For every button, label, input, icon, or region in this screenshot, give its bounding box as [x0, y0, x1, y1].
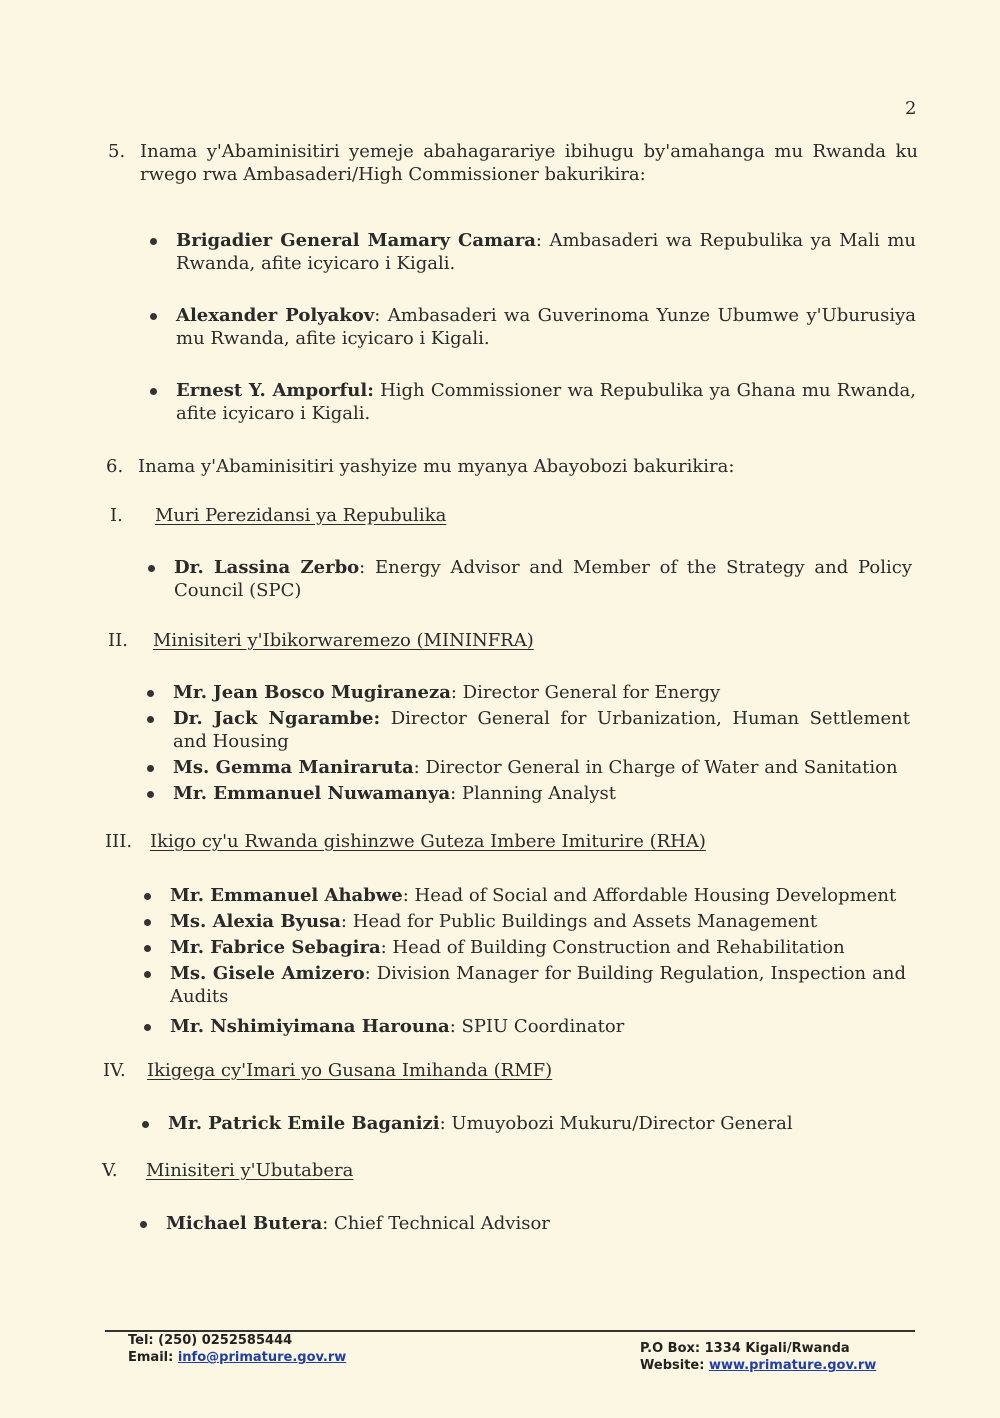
footer-website — [640, 1357, 876, 1374]
bullet-icon — [148, 565, 155, 572]
list-item — [150, 304, 916, 350]
person-name: Ernest Y. Amporful: — [176, 380, 374, 401]
section-title: Ikigo cy'u Rwanda gishinzwe Guteza Imbere Imiturire (RHA) — [150, 831, 706, 852]
bullet-icon — [147, 765, 154, 772]
tel-value: (250) 0252585444 — [158, 1333, 293, 1348]
website-label: Website: — [640, 1358, 705, 1373]
bullet-icon — [150, 313, 157, 320]
section-numeral: I. — [110, 505, 123, 526]
person-name: Ms. Alexia Byusa — [170, 911, 341, 932]
section-1-list — [148, 556, 912, 602]
person-role: : Head for Public Buildings and Assets Management — [340, 911, 818, 932]
person-role: : SPIU Coordinator — [449, 1016, 625, 1037]
person-role: : Energy Advisor and Member of the Strategy and Policy Council (SPC) — [174, 557, 912, 601]
email-link[interactable]: info@primature.gov.rw — [177, 1350, 347, 1365]
page-number: 2 — [905, 98, 917, 119]
person-name: Alexander Polyakov — [176, 305, 375, 326]
section-title: Ikigega cy'Imari yo Gusana Imihanda (RMF) — [147, 1060, 553, 1081]
person-role: High Commissioner wa Repubulika ya Ghana mu Rwanda, afite icyicaro i Kigali. — [176, 380, 917, 424]
person-name: Dr. Jack Ngarambe: — [173, 708, 381, 729]
list-item — [147, 707, 910, 753]
footer-contact — [128, 1332, 346, 1366]
person-name: Brigadier General Mamary Camara — [176, 230, 536, 251]
bullet-icon — [144, 919, 151, 926]
item-text: Inama y'Abaminisitiri yashyize mu myanya Abayobozi bakurikira: — [138, 456, 735, 477]
list-item — [150, 229, 916, 275]
person-name: Ms. Gisele Amizero — [170, 963, 365, 984]
bullet-icon — [144, 893, 151, 900]
bullet-icon — [144, 945, 151, 952]
list-item — [144, 962, 906, 1008]
section-4-list — [142, 1112, 904, 1135]
person-name: Dr. Lassina Zerbo — [174, 557, 360, 578]
list-item — [144, 884, 906, 907]
list-item — [148, 556, 912, 602]
list-item — [147, 782, 910, 805]
footer-pobox: P.O Box: 1334 Kigali/Rwanda — [640, 1341, 850, 1356]
person-role: Director General for Urbanization, Human Settlement and Housing — [173, 708, 911, 752]
bullet-icon — [140, 1221, 147, 1228]
footer-email — [128, 1349, 346, 1366]
item-text: Inama y'Abaminisitiri yemeje abahagarariye ibihugu by'amahanga mu Rwanda ku rwego rwa Ambasaderi/High Commissioner bakurikira: — [140, 141, 918, 185]
section-5-list — [140, 1212, 902, 1235]
person-role: : Head of Social and Affordable Housing Development — [402, 885, 897, 906]
list-item — [144, 936, 906, 959]
bullet-icon — [147, 716, 154, 723]
person-role: : Planning Analyst — [450, 783, 617, 804]
person-role: : Division Manager for Building Regulation, Inspection and Audits — [170, 963, 906, 1007]
bullet-icon — [144, 1024, 151, 1031]
section-3-list — [144, 884, 906, 1038]
section-title: Muri Perezidansi ya Repubulika — [155, 505, 447, 526]
bullet-icon — [142, 1121, 149, 1128]
footer-tel — [128, 1332, 346, 1349]
person-role: : Ambasaderi wa Repubulika ya Mali mu Rwanda, afite icyicaro i Kigali. — [176, 230, 917, 274]
bullet-icon — [150, 238, 157, 245]
person-name: Mr. Emmanuel Nuwamanya — [173, 783, 451, 804]
section-title: Minisiteri y'Ubutabera — [146, 1160, 354, 1181]
list-item — [144, 910, 906, 933]
section-numeral: III. — [105, 831, 133, 852]
list-item — [147, 681, 910, 704]
bullet-icon — [147, 791, 154, 798]
section-2-list — [147, 681, 910, 805]
person-role: : Director General in Charge of Water and Sanitation — [413, 757, 898, 778]
section-title: Minisiteri y'Ibikorwaremezo (MININFRA) — [153, 630, 534, 651]
person-name: Mr. Fabrice Sebagira — [170, 937, 381, 958]
person-name: Mr. Patrick Emile Baganizi — [168, 1113, 440, 1134]
person-name: Michael Butera — [166, 1213, 323, 1234]
person-name: Mr. Jean Bosco Mugiraneza — [173, 682, 451, 703]
section-numeral: V. — [102, 1160, 118, 1181]
list-item — [144, 1015, 906, 1038]
list-item — [142, 1112, 904, 1135]
list-item — [140, 1212, 902, 1235]
person-name: Mr. Emmanuel Ahabwe — [170, 885, 403, 906]
person-role: : Ambasaderi wa Guverinoma Yunze Ubumwe y'Uburusiya mu Rwanda, afite icyicaro i Kigali. — [176, 305, 916, 349]
person-name: Ms. Gemma Maniraruta — [173, 757, 414, 778]
section-numeral: II. — [108, 630, 128, 651]
person-name: Mr. Nshimiyimana Harouna — [170, 1016, 450, 1037]
footer-address — [640, 1340, 876, 1374]
item-number: 5. — [108, 141, 126, 162]
person-role: : Umuyobozi Mukuru/Director General — [439, 1113, 793, 1134]
bullet-icon — [150, 388, 157, 395]
bullet-icon — [147, 690, 154, 697]
person-role: : Director General for Energy — [450, 682, 721, 703]
section-numeral: IV. — [103, 1060, 126, 1081]
bullet-icon — [144, 971, 151, 978]
list-item — [147, 756, 910, 779]
website-link[interactable]: www.primature.gov.rw — [708, 1358, 877, 1373]
ambassador-list — [150, 229, 916, 425]
list-item — [150, 379, 916, 425]
person-role: : Head of Building Construction and Rehabilitation — [380, 937, 845, 958]
person-role: : Chief Technical Advisor — [322, 1213, 550, 1234]
email-label: Email: — [128, 1350, 174, 1365]
item-number: 6. — [106, 456, 124, 477]
tel-label: Tel: — [128, 1333, 154, 1348]
